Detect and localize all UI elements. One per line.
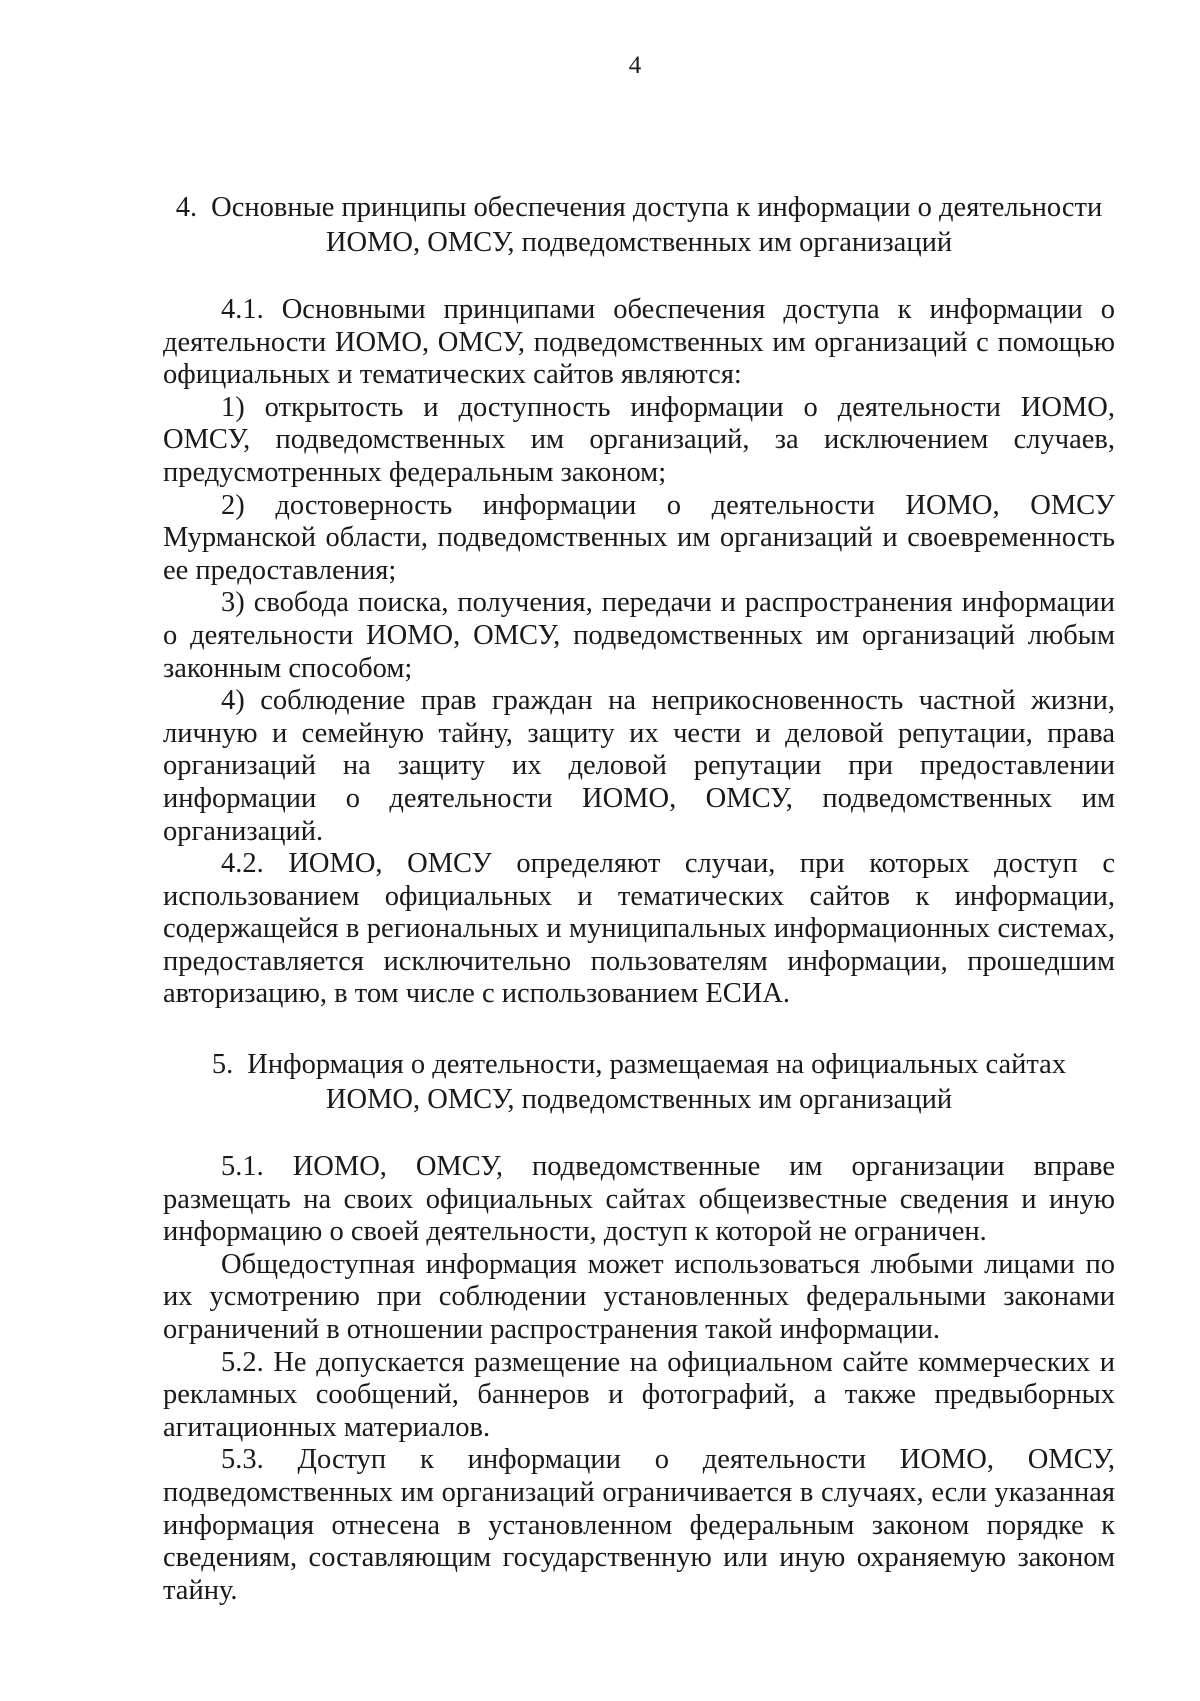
section-4-title-line1: Основные принципы обеспечения доступа к информации о деятельности bbox=[211, 192, 1103, 223]
section-5-title-line1: Информация о деятельности, размещаемая на официальных сайтах bbox=[247, 1049, 1067, 1081]
document-body bbox=[163, 190, 1115, 1607]
list-item-4: 4) соблюдение прав граждан на неприкосновенность частной жизни, личную и семейную тайну, защиту их чести и деловой репутации, права организаций на защиту их деловой репутации при предоставлении информации о деятельности ИОМО, ОМСУ, подведомственных им организаций. bbox=[163, 685, 1115, 847]
paragraph-4-1: 4.1. Основными принципами обеспечения доступа к информации о деятельности ИОМО, ОМСУ, подведомственных им организаций с помощью официальных и тематических сайтов являются: bbox=[163, 294, 1115, 391]
paragraph-4-2: 4.2. ИОМО, ОМСУ определяют случаи, при которых доступ с использованием официальных и тематических сайтов к информации, содержащейся в региональных и муниципальных информационных системах, предоставляется исключительно пользователям информации, прошедшим авторизацию, в том числе с использованием ЕСИА. bbox=[163, 848, 1115, 1010]
paragraph-5-1: 5.1. ИОМО, ОМСУ, подведомственные им организации вправе размещать на своих официальных сайтах общеизвестные сведения и иную информацию о своей деятельности, доступ к которой не ограничен. bbox=[163, 1151, 1115, 1248]
paragraph-5-2: 5.2. Не допускается размещение на официальном сайте коммерческих и рекламных сообщений, баннеров и фотографий, а также предвыборных агитационных материалов. bbox=[163, 1346, 1115, 1443]
section-5-heading bbox=[163, 1047, 1115, 1117]
list-item-3: 3) свобода поиска, получения, передачи и распространения информации о деятельности ИОМО, ОМСУ, подведомственных им организаций любым законным способом; bbox=[163, 587, 1115, 684]
section-5-title-line2: ИОМО, ОМСУ, подведомственных им организаций bbox=[325, 1084, 953, 1116]
list-item-2: 2) достоверность информации о деятельности ИОМО, ОМСУ Мурманской области, подведомственных им организаций и своевременность ее предоставления; bbox=[163, 489, 1115, 586]
list-item-1: 1) открытость и доступность информации о деятельности ИОМО, ОМСУ, подведомственных им организаций, за исключением случаев, предусмотренных федеральным законом; bbox=[163, 391, 1115, 488]
section-5-number: 5. bbox=[211, 1049, 234, 1081]
page-number: 4 bbox=[628, 52, 642, 79]
section-4-heading bbox=[163, 190, 1115, 260]
section-4-title-line2: ИОМО, ОМСУ, подведомственных им организаций bbox=[325, 227, 953, 258]
section-4-number: 4. bbox=[175, 192, 198, 223]
paragraph-5-3: 5.3. Доступ к информации о деятельности ИОМО, ОМСУ, подведомственных им организаций ограничивается в случаях, если указанная информация отнесена в установленном федеральным законом порядке к сведениям, составляющим государственную или иную охраняемую законом тайну. bbox=[163, 1444, 1115, 1606]
paragraph-5-1-continued: Общедоступная информация может использоваться любыми лицами по их усмотрению при соблюдении установленных федеральными законами ограничений в отношении распространения такой информации. bbox=[163, 1248, 1115, 1346]
